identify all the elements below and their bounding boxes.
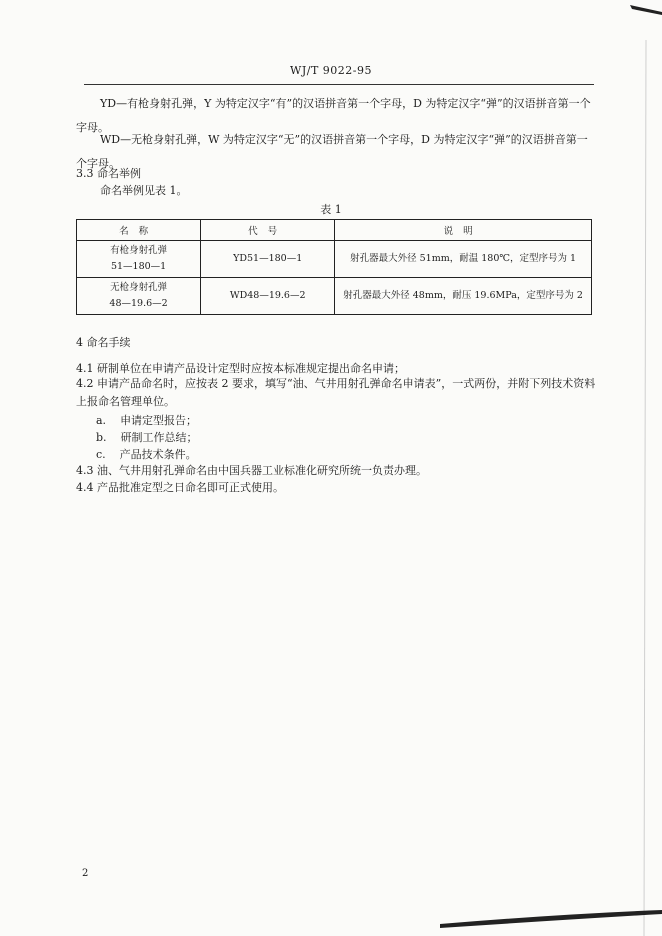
section-4-2-text: 4.2 申请产品命名时，应按表 2 要求，填写“油、气井用射孔弹命名申请表”，一式两份，并附下列技术资料上报命名管理单位。 (76, 377, 596, 408)
page-number: 2 (82, 868, 89, 879)
section-3-3-heading: 3.3 命名举例 (76, 167, 141, 180)
table-header-name: 名称 (77, 220, 201, 241)
table-header-code: 代号 (201, 220, 335, 241)
edge-scan-line (644, 40, 646, 936)
table-cell-code: YD51—180—1 (201, 241, 335, 278)
paragraph-yd-definition: YD—有枪身射孔弹，Y 为特定汉字“有”的汉语拼音第一个字母，D 为特定汉字“弹”的汉语拼音第一个字母。 (76, 97, 591, 134)
list-item-label: a. (96, 414, 107, 427)
paragraph-wd-definition: WD—无枪身射孔弹，W 为特定汉字“无”的汉语拼音第一个字母，D 为特定汉字“弹”的汉语拼音第一个字母。 (76, 133, 588, 170)
table-1-caption: 表 1 (320, 203, 342, 216)
list-item-text: 研制工作总结； (120, 431, 198, 444)
section-3-3-text: 命名举例见表 1。 (100, 184, 188, 197)
table-cell-description: 射孔器最大外径 48mm，耐压 19.6MPa，定型序号为 2 (335, 278, 592, 315)
list-item-text: 申请定型报告； (120, 414, 198, 427)
table-cell-description: 射孔器最大外径 51mm，耐温 180℃，定型序号为 1 (335, 241, 592, 278)
name-line-2: 48—19.6—2 (109, 298, 168, 309)
section-4-heading: 4 命名手续 (76, 336, 131, 349)
name-line-1: 无枪身射孔弹 (110, 282, 168, 293)
section-4-4-text: 4.4 产品批准定型之日命名即可正式使用。 (76, 481, 284, 494)
bottom-scan-mark (440, 910, 662, 928)
list-item-label: c. (96, 448, 106, 461)
name-line-2: 51—180—1 (110, 261, 167, 272)
standard-code-header: WJ/T 9022-95 (290, 64, 372, 77)
corner-scan-mark (630, 5, 662, 15)
table-header-description: 说明 (335, 220, 592, 241)
name-line-1: 有枪身射孔弹 (110, 245, 168, 256)
section-4-1-text: 4.1 研制单位在申请产品设计定型时应按本标准规定提出命名申请； (76, 362, 405, 375)
table-cell-code: WD48—19.6—2 (201, 278, 335, 315)
section-4-3-text: 4.3 油、气井用射孔弹命名由中国兵器工业标准化研究所统一负责办理。 (76, 464, 427, 477)
list-item-text: 产品技术条件。 (119, 448, 197, 461)
list-item-label: b. (96, 431, 107, 444)
